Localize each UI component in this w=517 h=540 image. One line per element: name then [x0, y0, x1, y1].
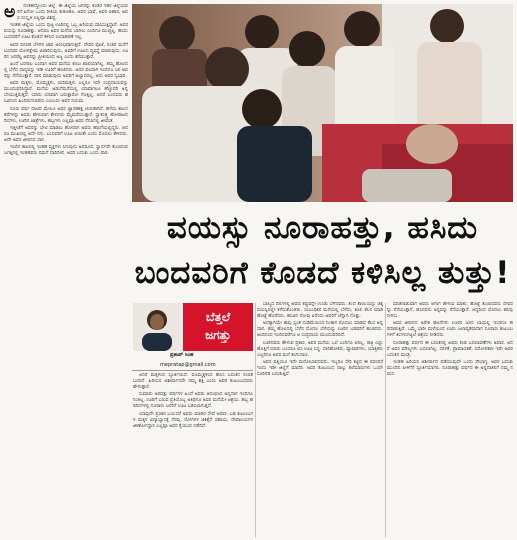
paragraph: ಬಾಲ್ಯದ ದಿನಗಳಲ್ಲಿ ಅವರು ಕಷ್ಟವನ್ನೇ ಉಂಡು ಬೆಳೆದವರು. ತಂದೆ ತಾಯಿಯನ್ನು ಚಿಕ್ಕ ವಯಸ್ಸಿನಲ್ಲೇ ಕಳೆದುಕೊಂಡರು. ಸಂಬಂಧಿಕರ ಮನೆಯಲ್ಲಿ ಬೆಳೆದು, ಕೂಲಿ ಕೆಲಸ ಮಾಡಿ ಹೊಟ್ಟೆ ಹೊರೆದರು. ಹಸಿವಿನ ನೋವು ಏನೆಂದು ಅವರಿಗೆ ಚೆನ್ನಾಗಿ ಗೊತ್ತು.	[257, 302, 383, 320]
article-column-left	[4, 4, 128, 537]
author-avatar-icon	[133, 303, 181, 351]
headline-line-2: ಬಂದವರಿಗೆ ಕೊಡದೆ ಕಳಿಸಿಲ್ಲ ತುತ್ತು!	[134, 255, 511, 291]
article-photo	[132, 4, 513, 202]
article-column-2	[133, 373, 253, 537]
column-brand	[133, 303, 253, 351]
paragraph: ನೂರು ವರ್ಷ ದಾಟಿದ ಮೇಲೂ ಅವರ ಜ್ಞಾಪಕಶಕ್ತಿ ಚುರುಕಾಗಿದೆ. ಹಳೆಯ ಕಾಲದ ಕಥೆಗಳನ್ನು ಅವರು ಹೇಳುವಾಗ ಕೇಳುಗರು ಮೈಮರೆಯುತ್ತಾರೆ. ಸ್ವಾತಂತ್ರ್ಯ ಹೋರಾಟದ ದಿನಗಳು, ಊರಿನ ಜಾತ್ರೆಗಳು, ಹಬ್ಬಗಳು ಎಲ್ಲವೂ ಅವರ ನೆನಪಿನಲ್ಲಿ ಜೀವಂತ.	[4, 106, 128, 124]
paragraph: ಅವರ ಪತ್ನಿಯೂ ಇದೇ ಮನೋಭಾವದವರು. ಇಬ್ಬರೂ ಸೇರಿ ಕಟ್ಟಿದ ಈ ಪರಂಪರೆ ಇಂದು ಇಡೀ ಜಿಲ್ಲೆಗೆ ಮಾದರಿ. ಅವರ ಕುಟುಂಬದ ನಾಲ್ಕು ತಲೆಮಾರುಗಳು ಒಂದೇ ಸೂರಿನಡಿ ಬದುಕುತ್ತಿವೆ.	[257, 359, 383, 378]
drop-cap: ಅ	[4, 4, 16, 22]
paragraph: ನೂರಾಹತ್ತು ವರ್ಷದ ಈ ಬದುಕಿನಲ್ಲಿ ಅವರು ಕಂಡ ಬದಲಾವಣೆಗಳು ಅಪಾರ. ಆದರೆ ಅವರ ಮೌಲ್ಯಗಳು ಬದಲಾಗಿಲ್ಲ. ಸರಳತೆ, ಪ್ರಾಮಾಣಿಕತೆ, ಪರೋಪಕಾರ ಇವೇ ಅವರ ಬದುಕಿನ ಮಂತ್ರ.	[387, 340, 513, 358]
column-divider	[255, 303, 256, 537]
paragraph: ಮಾತನಾಡುವಾಗ ಅವರು ಆಗಾಗ ಹೇಳುವ ಮಾತು: ಹೊಟ್ಟೆ ತುಂಬಿದವನು ದೇವರನ್ನು ನೆನೆಯುತ್ತಾನೆ, ಹಸಿದವನು ಅನ್ನವನ್ನು ನೆನೆಯುತ್ತಾನೆ. ಆದ್ದರಿಂದ ಮೊದಲು ಹಸಿವು ನೀಗಿಸು.	[387, 302, 513, 320]
headline-line-1: ವಯಸ್ಸು ನೂರಾಹತ್ತು, ಹಸಿದು	[166, 210, 479, 246]
paragraph: ಇಂತಹ ಜಿಲ್ಲೆಯ ಒಂದು ಪುಟ್ಟ ಊರಿನಲ್ಲಿ ಒಬ್ಬ ಹಿರಿಯರು ವಾಸಿಸುತ್ತಿದ್ದಾರೆ. ಅವರ ವಯಸ್ಸು ನೂರಾಹತ್ತು. ಆದರೂ ಅವರ ಮನೆಯ ಬಾಗಿಲು ಎಂದಿಗೂ ಮುಚ್ಚಿಲ್ಲ. ಹಸಿದು ಬಂದವರಿಗೆ ಊಟ ಕೊಡದೆ ಕಳಿಸಿದ ಉದಾಹರಣೆ ಇಲ್ಲ.	[4, 23, 128, 41]
paragraph: ಆದರೆ ಮಕ್ಕಳಿಂದ ಸ್ಫೂರ್ತಿಯಿದೆ. ಮೊಮ್ಮಕ್ಕಳಿಂದ ಹೊಸ ಬದುಕಿನ ನಂಬಿಕೆ ಬಂದಿದೆ. ಹಿರಿಯರ ಆಶೀರ್ವಾದವೇ ನಮ್ಮ ಶಕ್ತಿ ಎಂದು ಅವರ ಕುಟುಂಬದವರು ಹೇಳುತ್ತಾರೆ.	[133, 373, 253, 391]
author-email: mepratap@gmail.com	[160, 362, 216, 368]
photo-illustration	[132, 4, 513, 202]
paragraph: ಇತ್ತೀಚೆಗೆ ಅವರನ್ನು ಭೇಟಿ ಮಾಡಲು ಹೋದಾಗ ಅವರು ಹಾಸಿಗೆಯಲ್ಲಿದ್ದರು. ಆದರೂ ಮುಖದಲ್ಲಿ ಅದೇ ನಗು. ಬಂದವರಿಗೆ ಊಟ ಆಯಿತೇ ಎಂದು ಮೊದಲು ಕೇಳಿದರು. ಅದೇ ಅವರ ಜೀವನದ ಸಾರ.	[4, 125, 128, 143]
author-name: ಪ್ರತಾಪ್ ಸಿಂಹ	[170, 352, 194, 358]
paragraph: ಅವರ ದಿನಚರಿ ಬೆಳಗಿನ ಜಾವ ಆರಂಭವಾಗುತ್ತದೆ. ದೇವರ ಪೂಜೆ, ನಂತರ ಮನೆಗೆ ಬಂದವರ ಯೋಗಕ್ಷೇಮ ವಿಚಾರಿಸುವುದು, ಅವರಿಗೆ ಊಟದ ವ್ಯವಸ್ಥೆ ಮಾಡುವುದು. ಊರಿನ ಜನರೆಲ್ಲ ಅವರನ್ನು ಪ್ರೀತಿಯಿಂದ ಅಜ್ಜ ಎಂದು ಕರೆಯುತ್ತಾರೆ.	[4, 42, 128, 60]
column-title-line-1: ಬೆತ್ತಲೆ	[205, 310, 231, 324]
column-divider	[385, 303, 386, 537]
paragraph: ಸುಮಾರು ಅರವತ್ತು ವರ್ಷಗಳ ಹಿಂದೆ ಅವರು ಆರಂಭಿಸಿದ ಅನ್ನದಾನ ಇಂದಿಗೂ ನಿಂತಿಲ್ಲ. ಊರಿಗೆ ಬರುವ ಪ್ರತಿಯೊಬ್ಬ ಅತಿಥಿಗೂ ಅವರ ಮನೆಯೇ ಆಶ್ರಯ. ಹಬ್ಬ ಹರಿದಿನಗಳಲ್ಲಿ ನೂರಾರು ಜನರಿಗೆ ಊಟ ಬಡಿಸಲಾಗುತ್ತದೆ.	[133, 392, 253, 410]
author-photo	[133, 303, 181, 351]
paragraph: ಹಿಂದೆ ಬರಗಾಲ ಬಂದಾಗ ಅವರ ಮನೆಯ ಕಣಜ ಖಾಲಿಯಾಗಿಲ್ಲ. ತಮ್ಮ ಹೊಲದಲ್ಲಿ ಬೆಳೆದ ಧಾನ್ಯವನ್ನು ಇಡೀ ಊರಿಗೆ ಹಂಚಿದರು. ಅದರ ಫಲವಾಗಿ ಇಂದಿಗೂ ಜನ ಅವರನ್ನು ನೆನೆಯುತ್ತಾರೆ. ದಾನ ಮಾಡುವುದು ಅವರಿಗೆ ಅಭ್ಯಾಸವಲ್ಲ, ಅದು ಅವರ ಸ್ವಭಾವ.	[4, 61, 128, 80]
headline	[132, 206, 513, 300]
paragraph: ಇಂದಿನ ಕಾಲದಲ್ಲಿ ಇಂತಹ ವ್ಯಕ್ತಿಗಳು ಸಿಗುವುದು ಅಪರೂಪ. ಸ್ವಾರ್ಥವೇ ತುಂಬಿರುವ ಜಗತ್ತಿನಲ್ಲಿ ಇಂತಹವರು ನಮಗೆ ದಾರಿದೀಪ. ಅವರ ಬದುಕು ಒಂದು ಪಾಠ.	[4, 145, 128, 157]
paragraph: ಇಂತಹ ಹಿರಿಯರ ಆಶೀರ್ವಾದ ಪಡೆಯುವುದೇ ಒಂದು ಸೌಭಾಗ್ಯ. ಅವರ ಬದುಕು ಮುಂದಿನ ಪೀಳಿಗೆಗೆ ಸ್ಫೂರ್ತಿಯಾಗಲಿ. ನೂರಾಹತ್ತು ವರ್ಷದ ಈ ಅನ್ನದಾತನಿಗೆ ನಮ್ಮ ನಮನ.	[387, 359, 513, 378]
paragraph: ಯಾವುದೇ ಪ್ರಚಾರ ಬಯಸದೆ ಅವರು ಮಾಡಿದ ಸೇವೆ ಅಪಾರ. ಬಡ ಕುಟುಂಬಗಳ ಮಕ್ಕಳ ವಿದ್ಯಾಭ್ಯಾಸಕ್ಕೆ ನೆರವು, ರೋಗಿಗಳ ಚಿಕಿತ್ಸೆಗೆ ಸಹಾಯ, ದೇವಾಲಯಗಳ ಜೀರ್ಣೋದ್ಧಾರ ಎಲ್ಲವೂ ಅವರ ಕೈಯಿಂದ ನಡೆದಿದೆ.	[133, 411, 253, 429]
paragraph: ಅವರ ಮಕ್ಕಳು, ಮೊಮ್ಮಕ್ಕಳು, ಮರಿಮಕ್ಕಳು ಎಲ್ಲರೂ ಇದೇ ಸಂಪ್ರದಾಯವನ್ನು ಮುಂದುವರಿಸಿದ್ದಾರೆ. ಮನೆಯ ಅಡುಗೆಮನೆಯಲ್ಲಿ ಯಾವಾಗಲೂ ಹೆಚ್ಚುವರಿ ಅನ್ನ ಬೇಯುತ್ತಿರುತ್ತದೆ. ಯಾರು ಯಾವಾಗ ಬರುತ್ತಾರೋ ಗೊತ್ತಿಲ್ಲ, ಆದರೆ ಬಂದವರು ಹಸಿವಿನಿಂದ ಹಿಂದಿರುಗಬಾರದು ಎಂಬುದು ಅವರ ನಿಯಮ.	[4, 81, 128, 105]
column-title-line-2: ಜಗತ್ತು	[205, 328, 231, 342]
paragraph: ದಂತಹದ್ದೊಂದು ಜಿಲ್ಲೆ. ಈ ಜಿಲ್ಲೆಯ ಜನರನ್ನು ಕಂಡರೆ ಇತರ ಜಿಲ್ಲೆಯವರಿಗೆ ಏನೋ ಒಂದು ರೀತಿಯ ಕುತೂಹಲ. ಅವರ ಭಾಷೆ, ಅವರ ಆಹಾರ, ಅವರ ಸಂಸ್ಕೃತಿ ಎಲ್ಲವೂ ವಿಶಿಷ್ಟ.	[17, 4, 128, 22]
paragraph: ಊರಿನವರು ಹೇಳುವ ಪ್ರಕಾರ, ಅವರ ಮನೆಯ ಒಲೆ ಎಂದಿಗೂ ಆರಿಲ್ಲ. ರಾತ್ರಿ ಎಷ್ಟು ಹೊತ್ತಿಗೆ ಯಾರು ಬಂದರೂ ಬಿಸಿ ಊಟ ಸಿದ್ಧ. ದಾರಿಹೋಕರು, ವ್ಯಾಪಾರಿಗಳು, ಯಾತ್ರಿಕರು ಎಲ್ಲರಿಗೂ ಅವರ ಮನೆ ತಂಗುದಾಣ.	[257, 340, 383, 358]
paragraph: ಅದಕ್ಕಾಗಿಯೇ ತಾವು ಸ್ವಂತ ದುಡಿಮೆಯಿಂದ ನಿಂತಾಗ ಮೊದಲು ಮಾಡಿದ ಕೆಲಸ ಅನ್ನದಾನ. ತಮ್ಮ ಹೊಲದಲ್ಲಿ ಬೆಳೆದ ಮೊದಲ ಬೆಳೆಯನ್ನು ಊರಿನ ಬಡವರಿಗೆ ಹಂಚಿದರು. ಅಂದಿನಿಂದ ಇಂದಿನವರೆಗೂ ಆ ಸಂಪ್ರದಾಯ ಮುಂದುವರಿದಿದೆ.	[257, 321, 383, 339]
column-title-box	[183, 303, 253, 351]
paragraph: ಅವರ ಜೀವನದ ಅನೇಕ ಘಟನೆಗಳು ಊರಿನ ಜನರ ಬಾಯಲ್ಲಿ ಇಂದಿಗೂ ಹರಿದಾಡುತ್ತಿವೆ. ಒಮ್ಮೆ ಭಾರೀ ಮಳೆಯಿಂದ ಊರು ಜಲಾವೃತವಾದಾಗ ನೂರಾರು ಕುಟುಂಬಗಳಿಗೆ ತಿಂಗಳುಗಟ್ಟಲೆ ಆಶ್ರಯ ನೀಡಿದರು.	[387, 321, 513, 339]
article-column-4	[387, 302, 513, 537]
article-column-3	[257, 302, 383, 537]
divider	[132, 370, 253, 371]
